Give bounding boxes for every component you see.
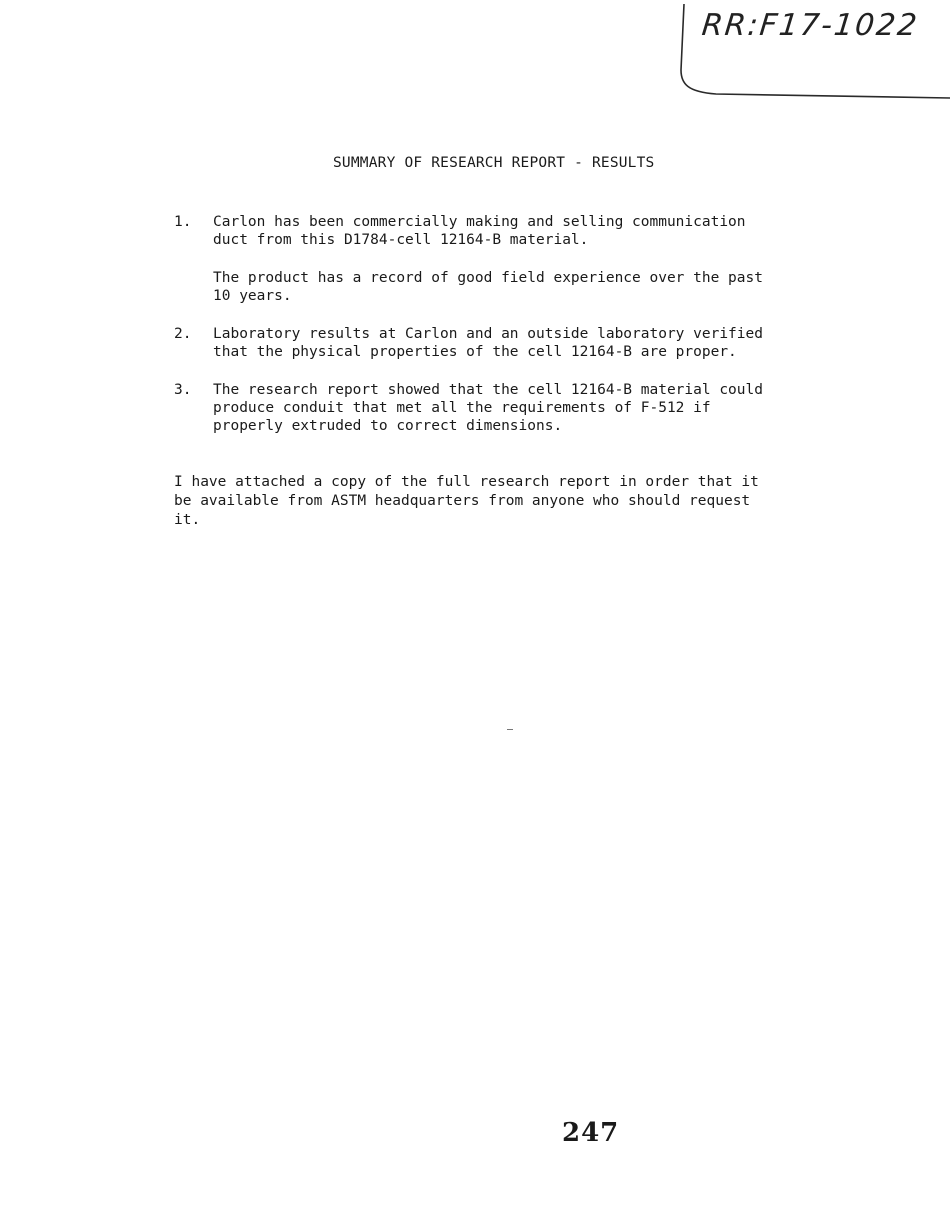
list-item-number: 2. [174, 326, 192, 342]
list-item-text: Laboratory results at Carlon and an outside laboratory verified that the physical properties of the cell 12164-B are proper. [213, 326, 763, 360]
document-title: SUMMARY OF RESEARCH REPORT - RESULTS [333, 155, 655, 171]
page-number: 247 [562, 1118, 620, 1148]
scan-speck [507, 729, 513, 730]
list-item-text: The research report showed that the cell 12164-B material could produce conduit that met all the requirements of F-512 if properly extruded to correct dimensions. [213, 382, 763, 434]
handwritten-reference: RR:F17-1022 [700, 8, 921, 43]
handwritten-reference-stamp [676, 0, 950, 104]
closing-paragraph: I have attached a copy of the full research report in order that it be available from ASTM headquarters from anyone who should request it. [174, 474, 759, 528]
list-item-number: 3. [174, 382, 192, 398]
list-item-followup: The product has a record of good field experience over the past 10 years. [213, 270, 763, 304]
list-item-text: Carlon has been commercially making and selling communication duct from this D1784-cell 12164-B material. [213, 214, 746, 248]
list-item-number: 1. [174, 214, 192, 230]
